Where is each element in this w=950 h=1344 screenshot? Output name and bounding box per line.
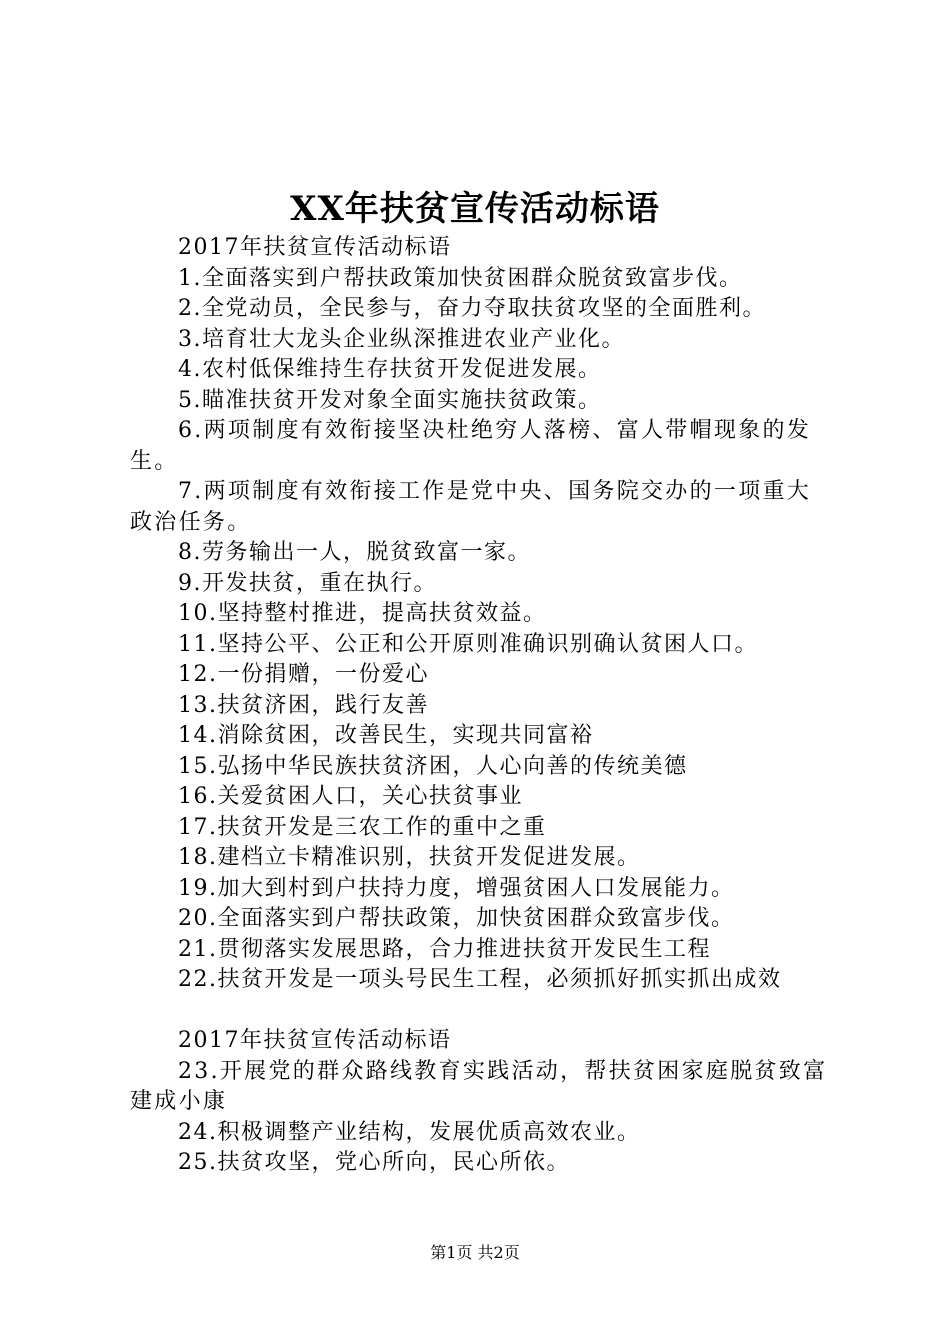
paragraph: 6.两项制度有效衔接坚决杜绝穷人落榜、富人带帽现象的发生。	[130, 418, 812, 474]
paragraph: 1.全面落实到户帮扶政策加快贫困群众脱贫致富步伐。	[178, 265, 743, 291]
paragraph: 21.贯彻落实发展思路，合力推进扶贫开发民生工程	[178, 936, 711, 962]
paragraph: 12.一份捐赠，一份爱心	[178, 662, 429, 687]
paragraph: 18.建档立卡精准识别，扶贫开发促进发展。	[178, 845, 641, 870]
paragraph: 2.全党动员，全民参与，奋力夺取扶贫攻坚的全面胜利。	[178, 296, 766, 321]
paragraph: 4.农村低保维持生存扶贫开发促进发展。	[178, 357, 602, 382]
paragraph: 3.培育壮大龙头企业纵深推进农业产业化。	[178, 326, 625, 352]
paragraph: 23.开展党的群众路线教育实践活动，帮扶贫困家庭脱贫致富建成小康	[130, 1058, 828, 1114]
paragraph: 11.坚持公平、公正和公开原则准确识别确认贫困人口。	[178, 631, 758, 657]
paragraph: 24.积极调整产业结构，发展优质高效农业。	[178, 1119, 641, 1145]
paragraph: 9.开发扶贫，重在执行。	[178, 570, 437, 596]
paragraph: 7.两项制度有效衔接工作是党中央、国务院交办的一项重大政治任务。	[130, 479, 812, 535]
paragraph: 25.扶贫攻坚，党心所向，民心所依。	[178, 1150, 570, 1175]
paragraph: 17.扶贫开发是三农工作的重中之重	[178, 814, 547, 840]
paragraph: 10.坚持整村推进，提高扶贫效益。	[178, 601, 547, 626]
paragraph: 19.加大到村到户扶持力度，增强贫困人口发展能力。	[178, 875, 735, 901]
paragraph: 5.瞄准扶贫开发对象全面实施扶贫政策。	[178, 387, 602, 413]
paragraph: 22.扶贫开发是一项头号民生工程，必须抓好抓实抓出成效	[178, 967, 782, 992]
page-footer: 第1页 共2页	[430, 1243, 520, 1262]
document-body	[130, 233, 835, 1179]
paragraph: 2017年扶贫宣传活动标语	[178, 235, 452, 260]
paragraph: 16.关爱贫困人口，关心扶贫事业	[178, 784, 523, 809]
paragraph: 20.全面落实到户帮扶政策，加快贫困群众致富步伐。	[178, 906, 735, 931]
paragraph: 2017年扶贫宣传活动标语	[178, 1028, 452, 1053]
paragraph: 13.扶贫济困，践行友善	[178, 692, 429, 718]
document-title: XX年扶贫宣传活动标语	[290, 189, 660, 229]
paragraph: 15.弘扬中华民族扶贫济困，人心向善的传统美德	[178, 753, 688, 779]
blank-line	[130, 996, 835, 1027]
paragraph: 8.劳务输出一人，脱贫致富一家。	[178, 540, 531, 565]
paragraph: 14.消除贫困，改善民生，实现共同富裕	[178, 723, 594, 748]
